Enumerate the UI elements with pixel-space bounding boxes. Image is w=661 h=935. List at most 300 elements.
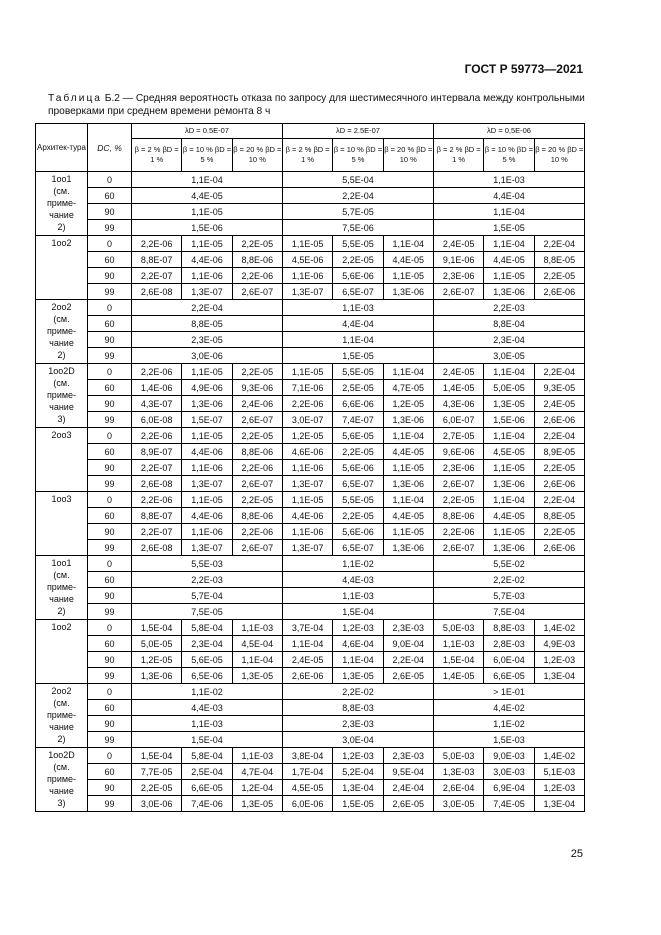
value-cell: 2,2E-05 — [232, 236, 282, 252]
value-cell: 2,6E-06 — [534, 412, 584, 428]
architecture-cell — [36, 684, 88, 748]
value-cell: 1,3E-03 — [433, 764, 483, 780]
value-cell: 2,6E-08 — [132, 540, 182, 556]
value-cell: 5,7E-04 — [132, 588, 283, 604]
value-cell: 4,4E-05 — [132, 188, 283, 204]
beta-header: β = 20 % βD = 10 % — [534, 139, 584, 172]
beta-header: β = 10 % βD = 5 % — [333, 139, 383, 172]
value-cell: 7,4E-05 — [484, 796, 534, 812]
value-cell: 1,1E-06 — [282, 268, 332, 284]
value-cell: 1,1E-04 — [132, 172, 283, 188]
dc-cell: 99 — [88, 796, 132, 812]
value-cell: 2,2E-06 — [232, 460, 282, 476]
value-cell: 9,3E-06 — [232, 380, 282, 396]
value-cell: 2,6E-07 — [433, 540, 483, 556]
value-cell: 4,4E-06 — [282, 508, 332, 524]
value-cell: 1,5E-06 — [132, 220, 283, 236]
value-cell: 1,3E-04 — [534, 796, 584, 812]
dc-cell: 90 — [88, 524, 132, 540]
lambda-group-header: λD = 0.5E-07 — [132, 124, 283, 139]
table-row — [36, 444, 585, 460]
value-cell: 1,1E-04 — [282, 332, 433, 348]
standard-header: ГОСТ Р 59773—2021 — [464, 62, 583, 76]
value-cell: 1,5E-04 — [132, 620, 182, 636]
value-cell: 1,2E-03 — [333, 748, 383, 764]
dc-cell: 99 — [88, 348, 132, 364]
value-cell: 6,9E-04 — [484, 780, 534, 796]
architecture-label: (см. — [53, 698, 70, 708]
value-cell: 2,6E-08 — [132, 284, 182, 300]
architecture-cell — [36, 748, 88, 812]
value-cell: 1,3E-04 — [333, 780, 383, 796]
architecture-cell — [36, 620, 88, 684]
value-cell: 5,5E-05 — [333, 236, 383, 252]
value-cell: 4,7E-04 — [232, 764, 282, 780]
value-cell: 9,1E-06 — [433, 252, 483, 268]
dc-cell: 0 — [88, 492, 132, 508]
value-cell: 1,3E-07 — [182, 284, 232, 300]
table-row — [36, 220, 585, 236]
lambda-group-header: λD = 0,5E-06 — [433, 124, 584, 139]
value-cell: 1,3E-04 — [534, 668, 584, 684]
value-cell: 1,1E-05 — [282, 492, 332, 508]
value-cell: 4,4E-05 — [383, 508, 433, 524]
value-cell: 4,4E-04 — [282, 316, 433, 332]
value-cell: 8,8E-07 — [132, 252, 182, 268]
architecture-label: (см. — [53, 378, 70, 388]
value-cell: 2,6E-04 — [433, 780, 483, 796]
value-cell: 1,1E-04 — [333, 652, 383, 668]
value-cell: 5,8E-04 — [182, 748, 232, 764]
value-cell: 8,9E-07 — [132, 444, 182, 460]
value-cell: 2,2E-06 — [132, 364, 182, 380]
value-cell: 1,1E-05 — [182, 236, 232, 252]
value-cell: 3,0E-07 — [282, 412, 332, 428]
value-cell: 2,2E-06 — [132, 492, 182, 508]
value-cell: 7,4E-06 — [182, 796, 232, 812]
col-architecture-header: Архитек-тура — [36, 124, 88, 172]
architecture-label: 1oo2D — [48, 750, 75, 760]
dc-cell: 0 — [88, 300, 132, 316]
value-cell: 5,1E-03 — [534, 764, 584, 780]
table-row — [36, 652, 585, 668]
value-cell: 2,6E-07 — [433, 284, 483, 300]
table-caption — [48, 92, 588, 118]
dc-cell: 60 — [88, 252, 132, 268]
value-cell: 1,5E-04 — [132, 732, 283, 748]
value-cell: 1,1E-03 — [232, 748, 282, 764]
dc-cell: 0 — [88, 364, 132, 380]
value-cell: 2,2E-06 — [282, 396, 332, 412]
value-cell: 8,8E-05 — [534, 508, 584, 524]
architecture-label: (см. — [53, 314, 70, 324]
value-cell: 4,3E-06 — [433, 396, 483, 412]
value-cell: 2,2E-06 — [433, 524, 483, 540]
table-row — [36, 268, 585, 284]
architecture-label: чание — [49, 402, 74, 412]
value-cell: 8,8E-05 — [534, 252, 584, 268]
value-cell: 5,2E-04 — [333, 764, 383, 780]
table-row — [36, 476, 585, 492]
architecture-label: чание — [49, 210, 74, 220]
dc-cell: 0 — [88, 428, 132, 444]
dc-cell: 60 — [88, 700, 132, 716]
value-cell: 2,6E-06 — [282, 668, 332, 684]
architecture-label: приме- — [46, 390, 77, 400]
value-cell: 1,3E-06 — [383, 476, 433, 492]
value-cell: 4,4E-05 — [383, 444, 433, 460]
table-row — [36, 188, 585, 204]
value-cell: 1,1E-05 — [383, 268, 433, 284]
value-cell: 1,1E-05 — [282, 364, 332, 380]
value-cell: 1,5E-04 — [433, 652, 483, 668]
value-cell: 1,3E-07 — [282, 540, 332, 556]
value-cell: 1,1E-02 — [282, 556, 433, 572]
architecture-cell — [36, 364, 88, 428]
table-row — [36, 732, 585, 748]
value-cell: 1,1E-03 — [282, 300, 433, 316]
table-row — [36, 380, 585, 396]
value-cell: 2,2E-05 — [132, 780, 182, 796]
value-cell: 1,3E-05 — [333, 668, 383, 684]
value-cell: 6,6E-05 — [182, 780, 232, 796]
architecture-label: 2oo2 — [51, 686, 72, 696]
value-cell: 8,8E-05 — [132, 316, 283, 332]
dc-cell: 99 — [88, 284, 132, 300]
value-cell: 6,0E-07 — [433, 412, 483, 428]
dc-cell: 0 — [88, 620, 132, 636]
architecture-label: (см. — [53, 186, 70, 196]
value-cell: 8,8E-03 — [282, 700, 433, 716]
table-body — [36, 172, 585, 812]
architecture-cell — [36, 492, 88, 556]
value-cell: 2,4E-05 — [433, 236, 483, 252]
value-cell: 1,1E-05 — [182, 364, 232, 380]
value-cell: 3,8E-04 — [282, 748, 332, 764]
dc-cell: 0 — [88, 556, 132, 572]
value-cell: 1,1E-05 — [282, 236, 332, 252]
value-cell: 2,3E-03 — [383, 620, 433, 636]
value-cell: 2,3E-05 — [132, 332, 283, 348]
caption-text: Б.2 — Средняя вероятность отказа по запросу для шестимесячного интервала между контрольными проверками при среднем времени ремонта 8 ч — [48, 93, 585, 117]
value-cell: 6,0E-06 — [282, 796, 332, 812]
value-cell: 5,0E-05 — [484, 380, 534, 396]
value-cell: 1,3E-05 — [232, 668, 282, 684]
value-cell: 4,5E-05 — [484, 444, 534, 460]
table-row — [36, 396, 585, 412]
value-cell: 4,5E-06 — [282, 252, 332, 268]
value-cell: 2,2E-05 — [232, 428, 282, 444]
table-row — [36, 364, 585, 380]
value-cell: 4,6E-06 — [282, 444, 332, 460]
value-cell: 1,1E-06 — [182, 460, 232, 476]
caption-label: Таблица — [48, 93, 102, 104]
table-row — [36, 588, 585, 604]
beta-header: β = 2 % βD = 1 % — [132, 139, 182, 172]
value-cell: 1,3E-07 — [182, 476, 232, 492]
table-row — [36, 204, 585, 220]
value-cell: 5,0E-03 — [433, 748, 483, 764]
value-cell: 5,5E-02 — [433, 556, 584, 572]
value-cell: 2,2E-04 — [282, 188, 433, 204]
dc-cell: 90 — [88, 652, 132, 668]
value-cell: 5,6E-05 — [182, 652, 232, 668]
dc-cell: 99 — [88, 476, 132, 492]
value-cell: 7,5E-06 — [282, 220, 433, 236]
table-row — [36, 236, 585, 252]
value-cell: 5,5E-04 — [282, 172, 433, 188]
value-cell: 4,4E-03 — [282, 572, 433, 588]
dc-cell: 60 — [88, 508, 132, 524]
value-cell: 2,2E-05 — [534, 268, 584, 284]
table-row — [36, 252, 585, 268]
value-cell: 1,3E-06 — [383, 412, 433, 428]
value-cell: 2,2E-02 — [433, 572, 584, 588]
table-row — [36, 716, 585, 732]
value-cell: 1,1E-05 — [484, 524, 534, 540]
value-cell: 1,3E-06 — [484, 476, 534, 492]
value-cell: 2,4E-05 — [433, 364, 483, 380]
value-cell: 1,1E-03 — [433, 172, 584, 188]
value-cell: 2,2E-06 — [232, 524, 282, 540]
dc-cell: 0 — [88, 684, 132, 700]
architecture-label: 1oo1 — [51, 174, 72, 184]
value-cell: 6,5E-07 — [333, 476, 383, 492]
value-cell: 5,8E-04 — [182, 620, 232, 636]
beta-header: β = 2 % βD = 1 % — [433, 139, 483, 172]
value-cell: 1,2E-03 — [333, 620, 383, 636]
value-cell: 9,6E-06 — [433, 444, 483, 460]
table-row — [36, 508, 585, 524]
table-row — [36, 796, 585, 812]
value-cell: 2,2E-06 — [232, 268, 282, 284]
dc-cell: 99 — [88, 220, 132, 236]
col-dc-header: DC, % — [88, 124, 132, 172]
value-cell: 2,2E-05 — [333, 252, 383, 268]
table-row — [36, 492, 585, 508]
lambda-group-header: λD = 2.5E-07 — [282, 124, 433, 139]
value-cell: 1,1E-02 — [132, 684, 283, 700]
value-cell: 7,1E-06 — [282, 380, 332, 396]
value-cell: 1,1E-06 — [182, 268, 232, 284]
value-cell: 2,2E-04 — [534, 236, 584, 252]
table-row — [36, 748, 585, 764]
table-row — [36, 412, 585, 428]
value-cell: 8,8E-06 — [232, 508, 282, 524]
value-cell: 2,2E-04 — [132, 300, 283, 316]
architecture-label: 2) — [57, 222, 66, 232]
value-cell: 2,6E-06 — [534, 476, 584, 492]
value-cell: 4,5E-04 — [232, 636, 282, 652]
value-cell: 1,1E-04 — [383, 492, 433, 508]
value-cell: 2,7E-05 — [433, 428, 483, 444]
value-cell: 6,5E-07 — [333, 540, 383, 556]
value-cell: 2,2E-06 — [132, 428, 182, 444]
value-cell: 4,9E-06 — [182, 380, 232, 396]
architecture-label: чание — [49, 786, 74, 796]
table-row — [36, 620, 585, 636]
page-number: 25 — [570, 848, 583, 860]
architecture-label: 2oo2 — [51, 302, 72, 312]
value-cell: 5,0E-05 — [132, 636, 182, 652]
dc-cell: 90 — [88, 396, 132, 412]
value-cell: 1,1E-06 — [282, 460, 332, 476]
value-cell: 4,4E-06 — [182, 252, 232, 268]
value-cell: 2,6E-06 — [534, 284, 584, 300]
architecture-cell — [36, 172, 88, 236]
value-cell: 1,5E-04 — [282, 604, 433, 620]
value-cell: 2,5E-05 — [333, 380, 383, 396]
value-cell: 2,2E-05 — [232, 364, 282, 380]
architecture-label: 2) — [57, 734, 66, 744]
value-cell: 8,8E-06 — [232, 252, 282, 268]
value-cell: 4,6E-04 — [333, 636, 383, 652]
architecture-label: 1oo3 — [51, 494, 72, 504]
dc-cell: 99 — [88, 732, 132, 748]
value-cell: 8,9E-05 — [534, 444, 584, 460]
value-cell: 2,2E-05 — [232, 492, 282, 508]
architecture-label: 2oo3 — [51, 430, 72, 440]
value-cell: 7,4E-07 — [333, 412, 383, 428]
value-cell: 6,0E-04 — [484, 652, 534, 668]
architecture-label: 2) — [57, 606, 66, 616]
value-cell: 1,1E-04 — [433, 204, 584, 220]
architecture-label: (см. — [53, 762, 70, 772]
value-cell: 5,6E-06 — [333, 268, 383, 284]
value-cell: 1,2E-03 — [534, 780, 584, 796]
value-cell: 1,1E-03 — [433, 636, 483, 652]
value-cell: 5,7E-03 — [433, 588, 584, 604]
value-cell: 2,3E-04 — [433, 332, 584, 348]
value-cell: 2,3E-04 — [182, 636, 232, 652]
value-cell: 6,0E-08 — [132, 412, 182, 428]
value-cell: 4,4E-02 — [433, 700, 584, 716]
value-cell: 1,4E-05 — [433, 668, 483, 684]
value-cell: 4,9E-03 — [534, 636, 584, 652]
value-cell: 1,1E-03 — [282, 588, 433, 604]
value-cell: 1,1E-04 — [383, 364, 433, 380]
value-cell: 1,5E-06 — [484, 412, 534, 428]
value-cell: 2,2E-07 — [132, 524, 182, 540]
value-cell: 1,1E-04 — [383, 428, 433, 444]
value-cell: 1,1E-05 — [182, 492, 232, 508]
dc-cell: 99 — [88, 540, 132, 556]
value-cell: 6,5E-06 — [182, 668, 232, 684]
value-cell: 2,3E-03 — [383, 748, 433, 764]
beta-header: β = 10 % βD = 5 % — [484, 139, 534, 172]
dc-cell: 90 — [88, 204, 132, 220]
beta-header: β = 20 % βD = 10 % — [232, 139, 282, 172]
value-cell: 4,7E-05 — [383, 380, 433, 396]
value-cell: 1,3E-06 — [383, 540, 433, 556]
architecture-label: чание — [49, 722, 74, 732]
value-cell: 1,2E-05 — [282, 428, 332, 444]
table-row — [36, 572, 585, 588]
value-cell: 1,2E-05 — [132, 652, 182, 668]
table-row — [36, 604, 585, 620]
value-cell: 1,1E-04 — [383, 236, 433, 252]
value-cell: 7,5E-04 — [433, 604, 584, 620]
dc-cell: 60 — [88, 636, 132, 652]
dc-cell: 90 — [88, 332, 132, 348]
dc-cell: 60 — [88, 764, 132, 780]
value-cell: 3,7E-04 — [282, 620, 332, 636]
value-cell: 2,3E-06 — [433, 268, 483, 284]
dc-cell: 90 — [88, 716, 132, 732]
architecture-cell — [36, 556, 88, 620]
value-cell: 1,1E-05 — [383, 524, 433, 540]
value-cell: 2,2E-05 — [333, 444, 383, 460]
architecture-label: приме- — [46, 326, 77, 336]
value-cell: 1,1E-05 — [484, 460, 534, 476]
value-cell: 1,5E-05 — [433, 220, 584, 236]
value-cell: 2,2E-05 — [534, 460, 584, 476]
value-cell: 9,5E-04 — [383, 764, 433, 780]
value-cell: 1,2E-03 — [534, 652, 584, 668]
value-cell: 4,3E-07 — [132, 396, 182, 412]
value-cell: 1,3E-07 — [282, 284, 332, 300]
value-cell: 1,3E-06 — [132, 668, 182, 684]
value-cell: 6,6E-05 — [484, 668, 534, 684]
value-cell: 9,0E-03 — [484, 748, 534, 764]
value-cell: 4,4E-06 — [182, 444, 232, 460]
value-cell: 2,2E-07 — [132, 268, 182, 284]
table-row — [36, 668, 585, 684]
dc-cell: 60 — [88, 188, 132, 204]
value-cell: 1,2E-05 — [383, 396, 433, 412]
value-cell: 3,0E-06 — [132, 796, 182, 812]
dc-cell: 0 — [88, 236, 132, 252]
value-cell: 1,1E-05 — [132, 204, 283, 220]
value-cell: 8,8E-06 — [232, 444, 282, 460]
value-cell: 1,3E-05 — [232, 796, 282, 812]
value-cell: 2,6E-08 — [132, 476, 182, 492]
value-cell: 2,2E-05 — [333, 508, 383, 524]
table-row — [36, 428, 585, 444]
architecture-label: 3) — [57, 798, 66, 808]
dc-cell: 60 — [88, 444, 132, 460]
value-cell: 1,1E-04 — [484, 236, 534, 252]
value-cell: 9,0E-04 — [383, 636, 433, 652]
architecture-cell — [36, 236, 88, 300]
value-cell: 2,4E-04 — [383, 780, 433, 796]
value-cell: 2,6E-07 — [232, 284, 282, 300]
value-cell: 1,1E-03 — [232, 620, 282, 636]
value-cell: 5,5E-05 — [333, 492, 383, 508]
value-cell: 2,6E-07 — [232, 540, 282, 556]
architecture-label: 1oo1 — [51, 558, 72, 568]
table-row — [36, 300, 585, 316]
value-cell: 2,2E-07 — [132, 460, 182, 476]
table-row — [36, 524, 585, 540]
value-cell: 3,0E-06 — [132, 348, 283, 364]
value-cell: 3,0E-05 — [433, 796, 483, 812]
value-cell: 5,6E-06 — [333, 460, 383, 476]
value-cell: 3,0E-04 — [282, 732, 433, 748]
table-header — [36, 124, 585, 172]
table-row — [36, 348, 585, 364]
architecture-label: (см. — [53, 570, 70, 580]
value-cell: 1,7E-04 — [282, 764, 332, 780]
table-row — [36, 556, 585, 572]
value-cell: 5,6E-05 — [333, 428, 383, 444]
table-row — [36, 780, 585, 796]
value-cell: 1,1E-05 — [182, 428, 232, 444]
value-cell: 1,5E-07 — [182, 412, 232, 428]
value-cell: 1,1E-04 — [232, 652, 282, 668]
dc-cell: 90 — [88, 588, 132, 604]
architecture-label: 3) — [57, 414, 66, 424]
